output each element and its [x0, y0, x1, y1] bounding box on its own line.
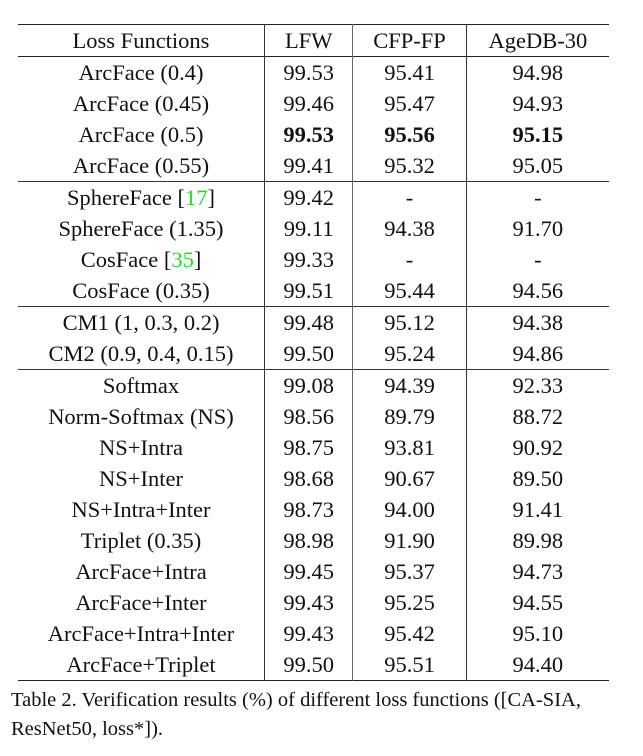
lfw-cell: 99.48 [265, 307, 353, 339]
loss-function-cell [18, 618, 265, 649]
agedb-30-cell: 95.15 [466, 119, 609, 150]
agedb-30-cell: 91.70 [466, 213, 609, 244]
agedb-30-cell: 89.98 [466, 525, 609, 556]
table-row [18, 401, 609, 432]
loss-function-name: ArcFace+Intra+Inter [47, 621, 235, 646]
header-lfw: LFW [265, 25, 353, 57]
agedb-30-cell: 94.73 [466, 556, 609, 587]
lfw-cell: 99.43 [265, 618, 353, 649]
loss-function-cell [18, 119, 265, 150]
cfp-fp-cell: 95.47 [353, 88, 466, 119]
header-cfp-fp: CFP-FP [353, 25, 466, 57]
loss-function-name: SphereFace [66, 185, 172, 210]
lfw-cell: 99.42 [265, 182, 353, 214]
cfp-fp-cell: 91.90 [353, 525, 466, 556]
loss-function-cell [18, 649, 265, 681]
cfp-fp-cell: 95.12 [353, 307, 466, 339]
loss-function-cell [18, 57, 265, 89]
lfw-cell: 99.33 [265, 244, 353, 275]
lfw-cell: 99.41 [265, 150, 353, 182]
agedb-30-cell: 91.41 [466, 494, 609, 525]
table-row [18, 556, 609, 587]
cfp-fp-cell: 95.42 [353, 618, 466, 649]
agedb-30-cell: 94.56 [466, 275, 609, 307]
table-row [18, 307, 609, 339]
row-group [18, 182, 609, 307]
lfw-cell: 99.51 [265, 275, 353, 307]
loss-function-name: NS+Intra [99, 435, 183, 460]
loss-function-cell [18, 556, 265, 587]
loss-function-cell [18, 494, 265, 525]
agedb-30-cell: 88.72 [466, 401, 609, 432]
agedb-30-cell: - [466, 182, 609, 214]
agedb-30-cell: 92.33 [466, 370, 609, 402]
table-row [18, 370, 609, 402]
table-row [18, 119, 609, 150]
cfp-fp-cell: - [353, 182, 466, 214]
table-row [18, 494, 609, 525]
loss-function-name: CosFace (0.35) [72, 278, 210, 303]
agedb-30-cell: - [466, 244, 609, 275]
lfw-cell: 99.43 [265, 587, 353, 618]
agedb-30-cell: 90.92 [466, 432, 609, 463]
lfw-cell: 98.56 [265, 401, 353, 432]
cfp-fp-cell: 95.44 [353, 275, 466, 307]
agedb-30-cell: 94.93 [466, 88, 609, 119]
table-row [18, 213, 609, 244]
lfw-cell: 99.08 [265, 370, 353, 402]
cfp-fp-cell: 89.79 [353, 401, 466, 432]
loss-function-name: CosFace [80, 247, 159, 272]
loss-function-cell [18, 463, 265, 494]
lfw-cell: 99.11 [265, 213, 353, 244]
loss-function-cell [18, 370, 265, 402]
table-row [18, 463, 609, 494]
loss-function-name: Softmax [102, 373, 180, 398]
lfw-cell: 99.53 [265, 57, 353, 89]
loss-function-name: ArcFace+Inter [75, 590, 207, 615]
lfw-cell: 99.50 [265, 338, 353, 370]
table-caption: Table 2. Verification results (%) of different loss functions ([CA-SIA, ResNet50, loss*]). [11, 689, 581, 740]
loss-function-name: CM2 (0.9, 0.4, 0.15) [48, 341, 234, 366]
cfp-fp-cell: 90.67 [353, 463, 466, 494]
loss-function-cell [18, 338, 265, 370]
loss-function-cell [18, 307, 265, 339]
loss-function-name: NS+Inter [99, 466, 183, 491]
lfw-cell: 99.46 [265, 88, 353, 119]
header-loss-functions: Loss Functions [72, 28, 210, 53]
loss-function-cell [18, 587, 265, 618]
table-row [18, 275, 609, 307]
table-row [18, 649, 609, 681]
loss-function-name: ArcFace (0.5) [78, 122, 204, 147]
loss-function-name: ArcFace (0.4) [78, 60, 204, 85]
cfp-fp-cell: - [353, 244, 466, 275]
loss-function-name: ArcFace+Intra [75, 559, 207, 584]
table-row [18, 338, 609, 370]
table-row [18, 587, 609, 618]
header-agedb-30: AgeDB-30 [466, 25, 609, 57]
loss-function-name: ArcFace (0.45) [72, 91, 210, 116]
lfw-cell: 98.73 [265, 494, 353, 525]
lfw-cell: 99.50 [265, 649, 353, 681]
lfw-cell: 98.98 [265, 525, 353, 556]
loss-function-name: ArcFace+Triplet [66, 652, 216, 677]
table-row [18, 150, 609, 182]
cfp-fp-cell: 93.81 [353, 432, 466, 463]
citation-link[interactable]: 17 [185, 185, 208, 210]
cfp-fp-cell: 94.39 [353, 370, 466, 402]
cfp-fp-cell: 94.38 [353, 213, 466, 244]
loss-function-name: NS+Intra+Inter [71, 497, 211, 522]
lfw-cell: 98.68 [265, 463, 353, 494]
cfp-fp-cell: 95.24 [353, 338, 466, 370]
table-row [18, 88, 609, 119]
loss-function-name: Norm-Softmax (NS) [48, 404, 234, 429]
loss-function-cell: SphereFace [17] [66, 185, 216, 210]
loss-function-name: CM1 (1, 0.3, 0.2) [62, 310, 220, 335]
agedb-30-cell: 95.05 [466, 150, 609, 182]
loss-function-cell [18, 150, 265, 182]
table-row [18, 432, 609, 463]
loss-function-cell [18, 88, 265, 119]
table-row [18, 57, 609, 89]
row-group [18, 57, 609, 182]
loss-function-cell [18, 525, 265, 556]
loss-function-name: ArcFace (0.55) [72, 153, 210, 178]
loss-function-cell [18, 275, 265, 307]
agedb-30-cell: 94.38 [466, 307, 609, 339]
agedb-30-cell: 89.50 [466, 463, 609, 494]
table-row [18, 618, 609, 649]
loss-function-name: Triplet (0.35) [80, 528, 202, 553]
table-row [18, 525, 609, 556]
loss-function-cell [18, 401, 265, 432]
row-group [18, 370, 609, 681]
row-group [18, 307, 609, 370]
agedb-30-cell: 94.98 [466, 57, 609, 89]
loss-function-name: SphereFace (1.35) [58, 216, 224, 241]
lfw-cell: 99.45 [265, 556, 353, 587]
citation-link[interactable]: 35 [171, 247, 194, 272]
header-row [18, 25, 609, 57]
agedb-30-cell: 94.40 [466, 649, 609, 681]
loss-function-cell [18, 213, 265, 244]
cfp-fp-cell: 95.41 [353, 57, 466, 89]
cfp-fp-cell: 94.00 [353, 494, 466, 525]
lfw-cell: 99.53 [265, 119, 353, 150]
loss-function-cell [18, 432, 265, 463]
cfp-fp-cell: 95.37 [353, 556, 466, 587]
cfp-fp-cell: 95.56 [353, 119, 466, 150]
agedb-30-cell: 95.10 [466, 618, 609, 649]
cfp-fp-cell: 95.25 [353, 587, 466, 618]
agedb-30-cell: 94.55 [466, 587, 609, 618]
cfp-fp-cell: 95.32 [353, 150, 466, 182]
table-row [18, 244, 609, 275]
loss-function-cell: CosFace [35] [80, 247, 202, 272]
agedb-30-cell: 94.86 [466, 338, 609, 370]
cfp-fp-cell: 95.51 [353, 649, 466, 681]
results-table [18, 24, 609, 681]
table-row [18, 182, 609, 214]
lfw-cell: 98.75 [265, 432, 353, 463]
